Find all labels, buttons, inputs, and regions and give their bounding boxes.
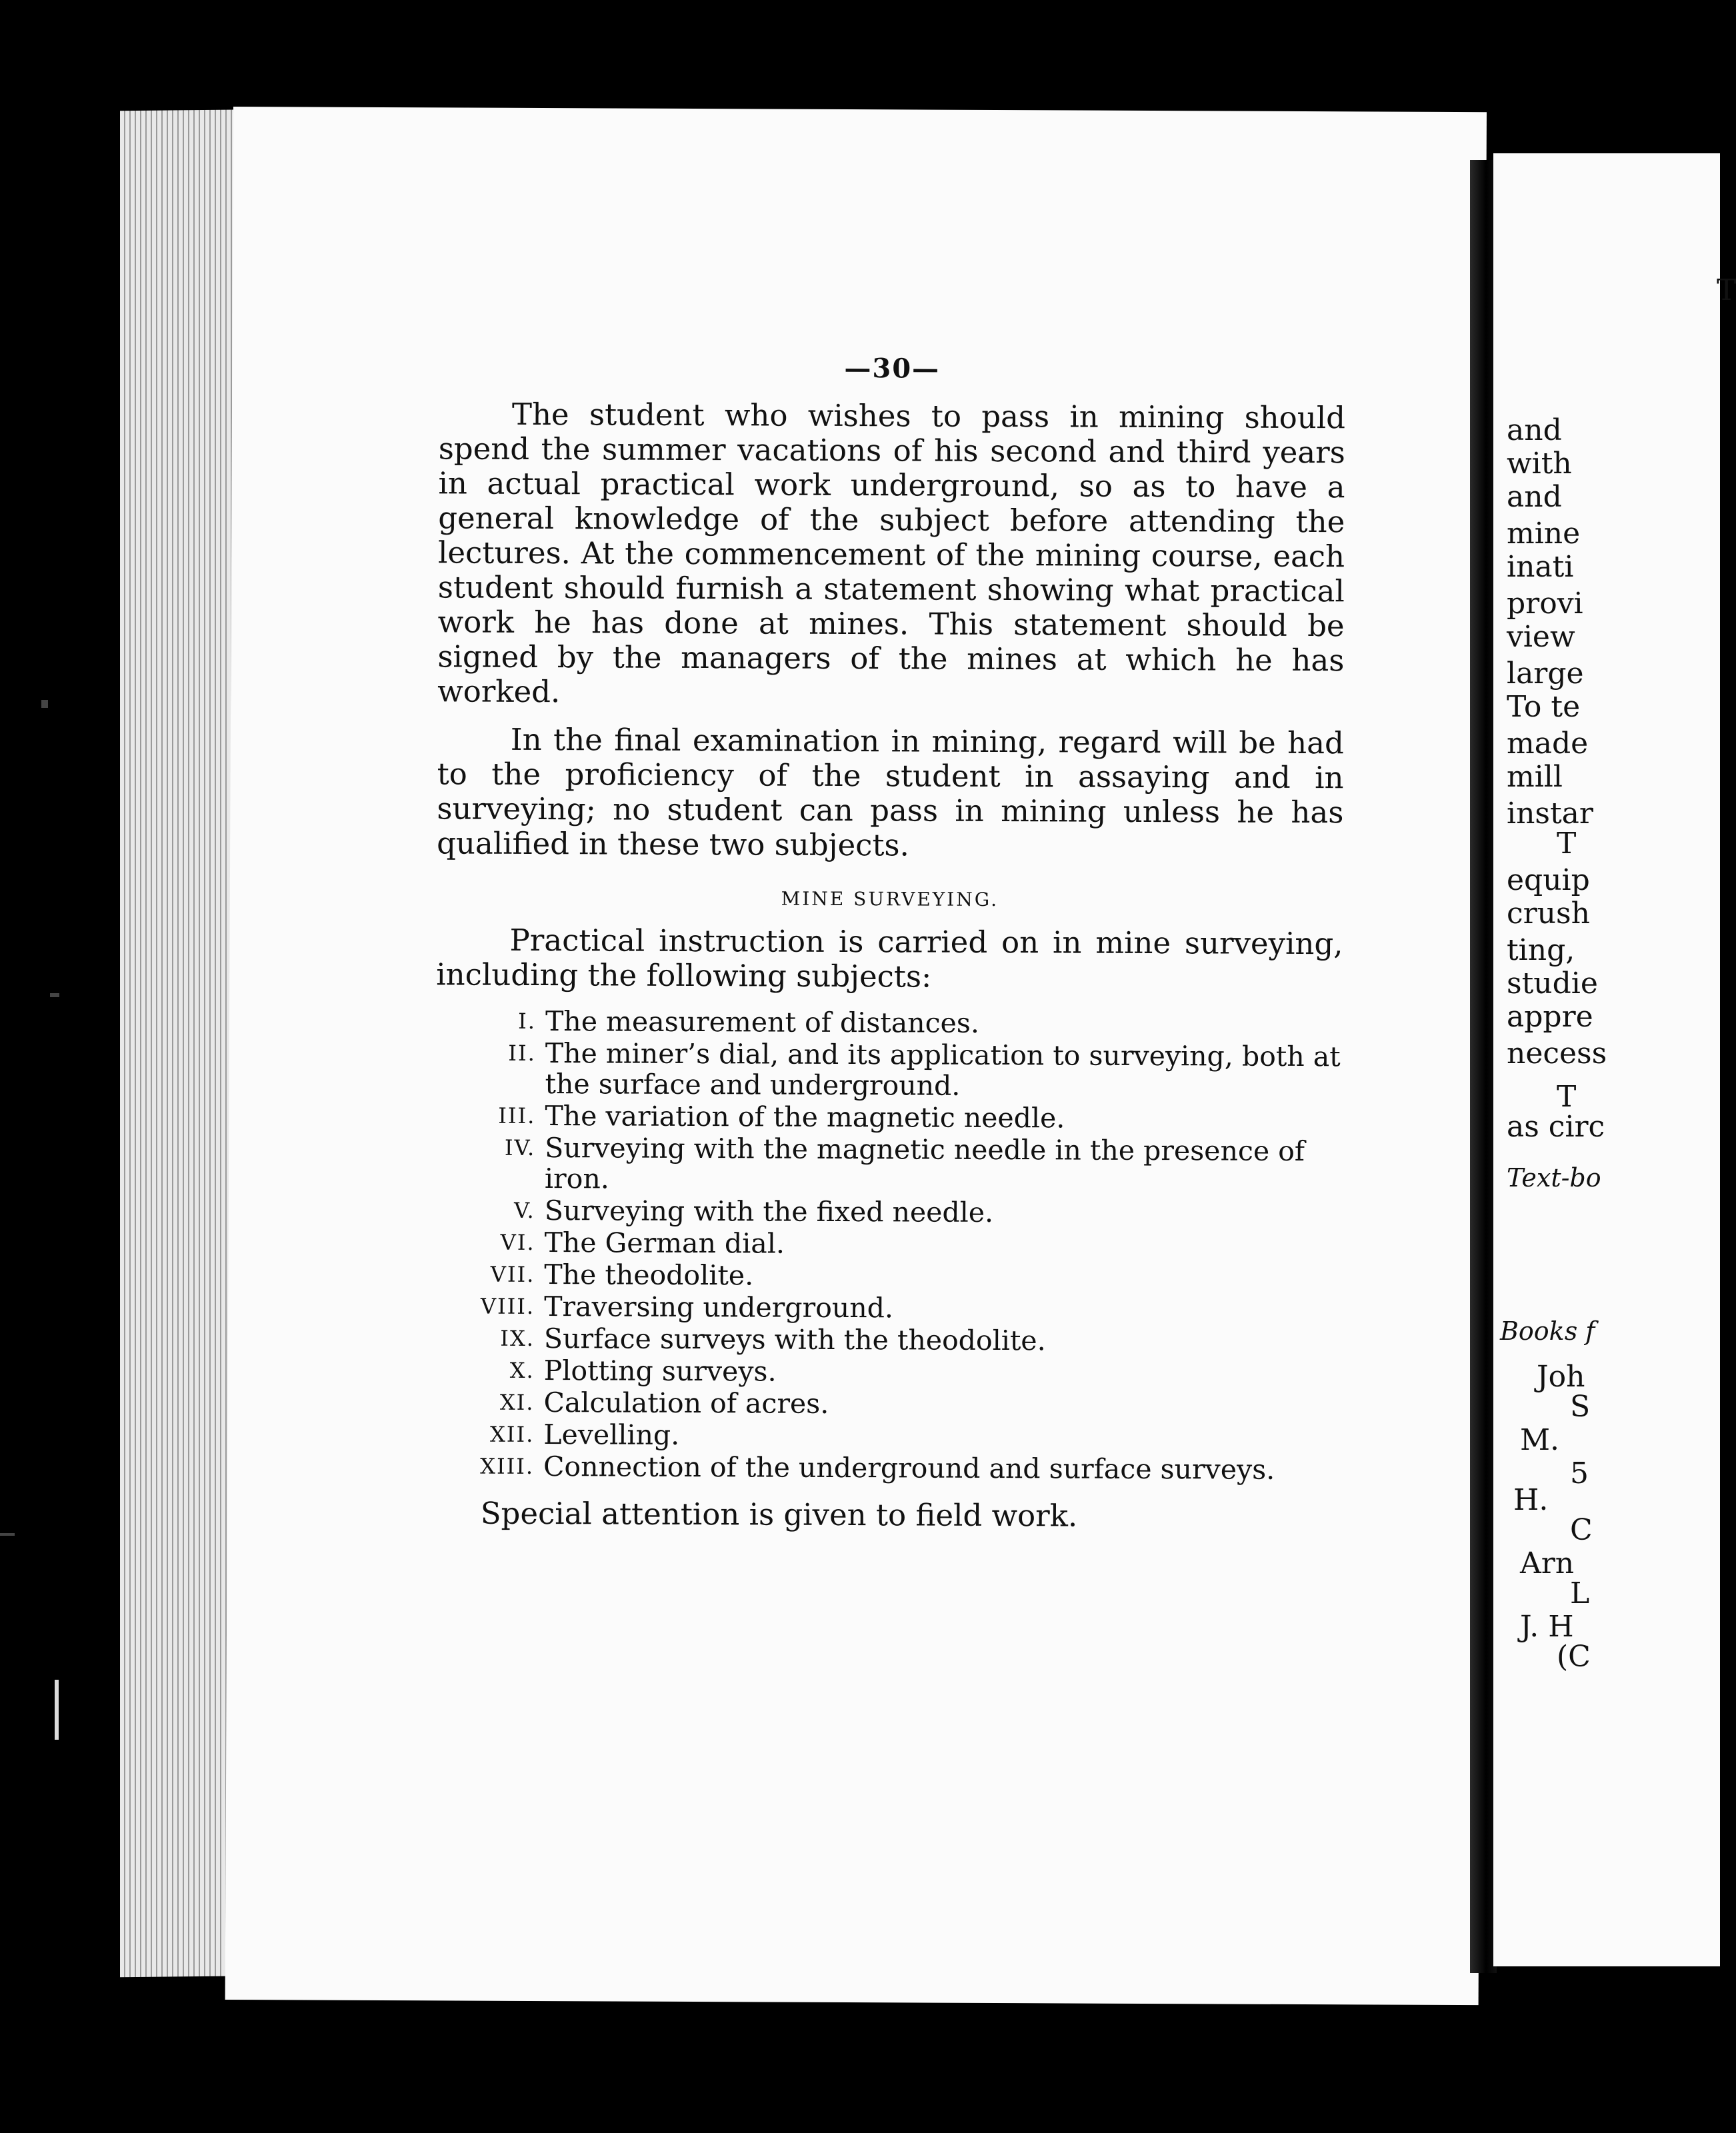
list-item [434, 1386, 1341, 1421]
right-page-fragment: T [1717, 273, 1736, 307]
right-page-fragment: T [1557, 827, 1577, 861]
right-page-fragment: large [1507, 657, 1584, 691]
list-item [435, 1258, 1341, 1293]
right-page-fragment: studie [1507, 967, 1598, 1001]
scan-speck [0, 1533, 15, 1536]
right-page-fragment: C [1570, 1513, 1593, 1547]
item-text: Levelling. [543, 1418, 680, 1451]
item-number: IV. [504, 1134, 536, 1160]
right-page-fragment: appre [1507, 1000, 1593, 1034]
page-number: —30— [844, 353, 941, 385]
right-page-fragment: To te [1507, 690, 1581, 724]
item-number: I. [518, 1008, 537, 1034]
item-text: The theodolite. [544, 1258, 754, 1292]
paragraph: In the final examination in mining, regard will be had to the proficiency of the student in assaying and in surveying; no student can pass in mining unless he has qualified in these two subjects. [437, 721, 1344, 863]
left-page [225, 107, 1487, 2005]
scan-speck [50, 993, 59, 997]
list-item [435, 1132, 1342, 1197]
list-item [435, 1194, 1342, 1229]
right-page-fragment: T [1557, 1080, 1577, 1114]
list-item [435, 1322, 1341, 1357]
right-page-fragment: mill [1507, 760, 1563, 794]
item-number: VI. [500, 1229, 535, 1255]
list-item [436, 1005, 1343, 1040]
scan-speck [41, 700, 48, 708]
right-page-fragment: Joh [1537, 1360, 1585, 1394]
item-text: Surveying with the fixed needle. [544, 1194, 994, 1228]
right-page-fragment: Books f [1500, 1316, 1595, 1346]
list-item [434, 1418, 1341, 1453]
book-gutter [1470, 160, 1497, 1973]
item-number: VIII. [480, 1293, 535, 1319]
right-page-fragment: L [1570, 1576, 1590, 1610]
list-item [435, 1226, 1341, 1261]
list-item [436, 1037, 1343, 1102]
right-page-fragment: with [1507, 447, 1572, 481]
right-page-fragment: crush [1507, 897, 1590, 931]
item-text: Traversing underground. [544, 1290, 894, 1324]
right-page-fragment: S [1570, 1390, 1591, 1424]
right-page-fragment: equip [1507, 863, 1590, 897]
item-number: VII. [490, 1261, 535, 1287]
right-page-fragment: instar [1507, 797, 1593, 831]
item-number: II. [508, 1040, 536, 1066]
item-number: III. [498, 1102, 536, 1128]
item-text: The miner’s dial, and its application to surveying, both at the surface and underground. [545, 1037, 1341, 1102]
item-number: XI. [499, 1389, 535, 1415]
list-item [435, 1354, 1341, 1389]
right-page-fragment: (C [1557, 1640, 1591, 1674]
section-intro: Practical instruction is carried on in mine surveying, including the following subjects: [436, 922, 1343, 995]
item-text: The German dial. [544, 1226, 785, 1260]
scan-speck [55, 1680, 59, 1740]
right-page-fragment: made [1507, 727, 1589, 761]
right-page-fragment: and [1507, 480, 1562, 514]
item-text: The variation of the magnetic needle. [545, 1100, 1065, 1134]
right-page-fragment: and [1507, 413, 1562, 447]
item-number: V. [514, 1197, 535, 1223]
section-heading: MINE SURVEYING. [781, 887, 999, 911]
right-page-cropped [1493, 153, 1736, 1966]
item-text: The measurement of distances. [545, 1005, 980, 1039]
item-number: XII. [489, 1421, 535, 1447]
paragraph: The student who wishes to pass in mining should spend the summer vacations of his second and third years in actual practical work underground, so as to have a general knowledge of the subject before attending the lectures. At the commencement of the mining course, each student should furnish a statement showing what practical work he has done at mines. This statement should be signed by the managers of the mines at which he has worked. [437, 396, 1346, 710]
right-page-fragment: ting, [1507, 933, 1575, 967]
right-page-fragment: provi [1507, 587, 1583, 621]
right-page-fragment: Arn [1520, 1546, 1575, 1580]
item-text: Surveying with the magnetic needle in the presence of iron. [544, 1132, 1305, 1195]
item-number: XIII. [480, 1453, 535, 1479]
right-page-fragment: M. [1520, 1423, 1560, 1457]
list-item [434, 1450, 1341, 1485]
right-page-fragment: necess [1507, 1037, 1607, 1070]
page-content [434, 351, 1346, 1534]
item-text: Surface surveys with the theodolite. [543, 1322, 1046, 1357]
right-page-fragment: Text-bo [1507, 1163, 1601, 1192]
item-number: IX. [500, 1325, 535, 1351]
right-page-fragment: H. [1513, 1483, 1549, 1517]
item-text: Plotting surveys. [543, 1354, 777, 1388]
item-text: Connection of the underground and surface surveys. [543, 1450, 1275, 1486]
right-page-fragment: inati [1507, 550, 1574, 584]
right-page-fragment: mine [1507, 517, 1581, 551]
right-page-fragment: J. H [1520, 1610, 1574, 1644]
closing-statement: Special attention is given to field work. [480, 1495, 1078, 1534]
item-text: Calculation of acres. [543, 1386, 829, 1420]
subjects-list [434, 1005, 1343, 1485]
right-page-fragment: as circ [1507, 1110, 1605, 1144]
list-item [435, 1100, 1342, 1134]
right-page-fragment: view [1507, 620, 1575, 654]
list-item [435, 1290, 1341, 1325]
right-page-fragment: 5 [1570, 1456, 1589, 1490]
item-number: X. [509, 1357, 535, 1383]
